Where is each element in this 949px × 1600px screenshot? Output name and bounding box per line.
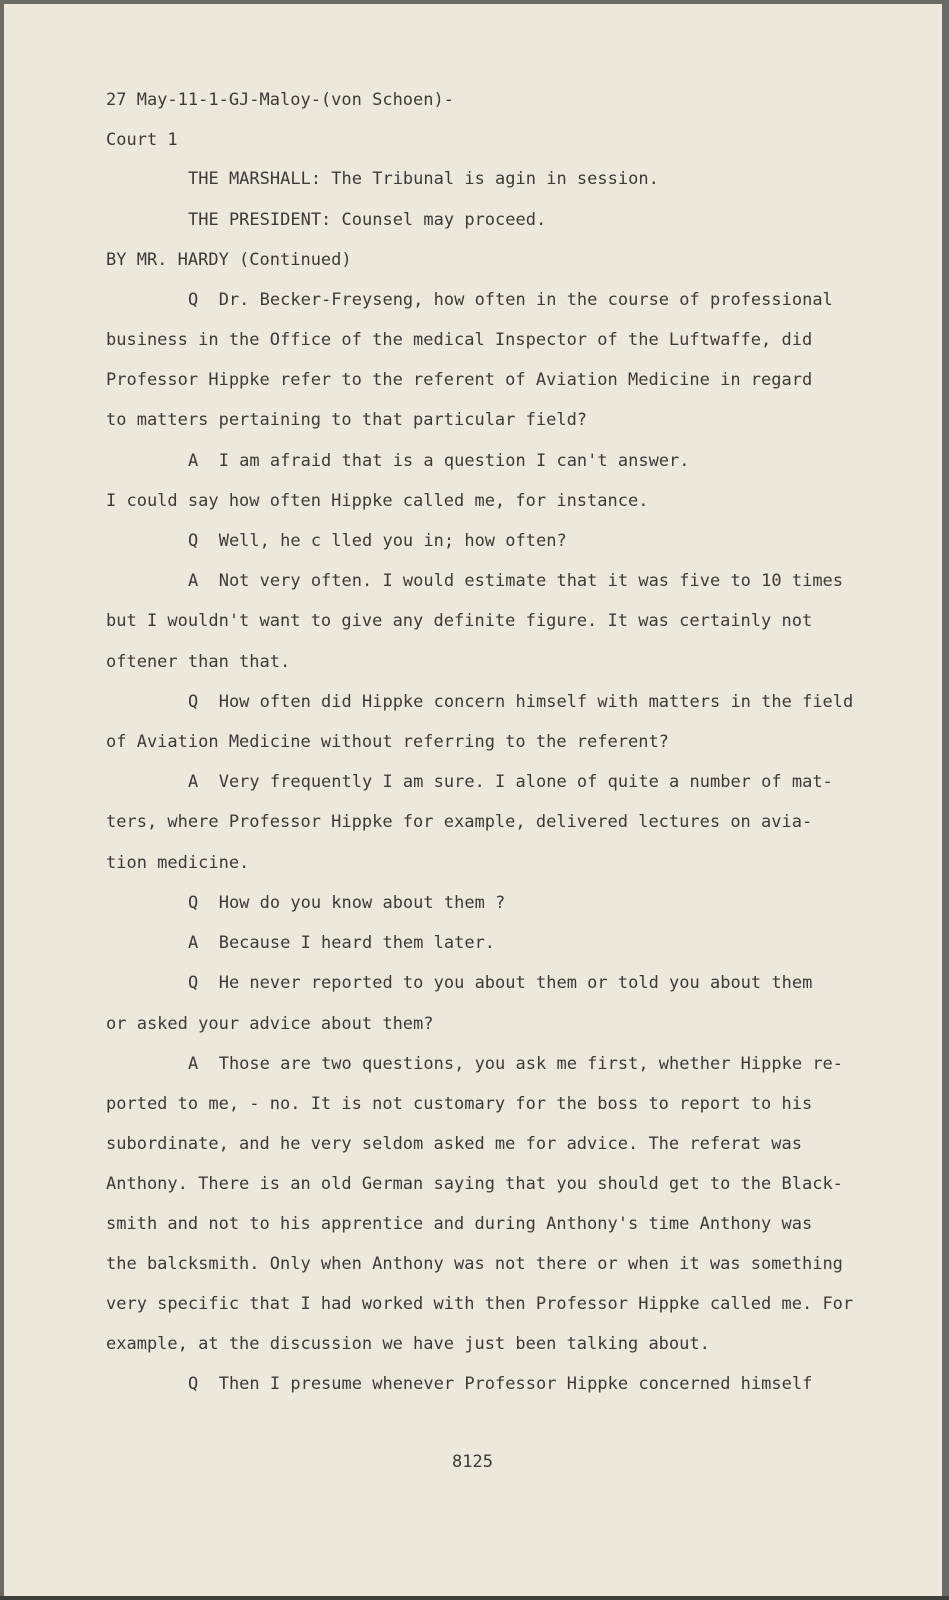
text-line: Q Well, he c lled you in; how often? — [188, 531, 567, 551]
bottom-edge — [0, 1596, 949, 1600]
text-line: the balcksmith. Only when Anthony was not there or when it was something — [106, 1254, 843, 1274]
text-line: business in the Office of the medical Inspector of the Luftwaffe, did — [106, 330, 813, 350]
text-line: A Those are two questions, you ask me first, whether Hippke re- — [188, 1054, 844, 1074]
court-line: Court 1 — [106, 130, 178, 150]
text-line: oftener than that. — [106, 652, 291, 672]
header-line: 27 May-11-1-GJ-Maloy-(von Schoen)- — [106, 90, 454, 110]
text-line: A Because I heard them later. — [188, 933, 496, 953]
text-line: of Aviation Medicine without referring to the referent? — [106, 732, 669, 752]
text-line: THE MARSHALL: The Tribunal is agin in session. — [188, 169, 659, 189]
text-line: very specific that I had worked with then Professor Hippke called me. For — [106, 1294, 854, 1314]
text-line: THE PRESIDENT: Counsel may proceed. — [188, 210, 547, 230]
document-page — [4, 4, 942, 1596]
text-line: example, at the discussion we have just been talking about. — [106, 1334, 710, 1354]
text-line: Q He never reported to you about them or told you about them — [188, 973, 813, 993]
text-line: I could say how often Hippke called me, for instance. — [106, 491, 649, 511]
text-line: BY MR. HARDY (Continued) — [106, 250, 352, 270]
page-number: 8125 — [452, 1452, 493, 1472]
text-line: Q Then I presume whenever Professor Hippke concerned himself — [188, 1374, 813, 1394]
text-line: to matters pertaining to that particular field? — [106, 410, 588, 430]
text-line: smith and not to his apprentice and during Anthony's time Anthony was — [106, 1214, 813, 1234]
text-line: A Not very often. I would estimate that it was five to 10 times — [188, 571, 844, 591]
text-line: tion medicine. — [106, 853, 250, 873]
text-line: Q How do you know about them ? — [188, 893, 506, 913]
text-line: ters, where Professor Hippke for example, delivered lectures on avia- — [106, 812, 813, 832]
text-line: ported to me, - no. It is not customary for the boss to report to his — [106, 1094, 813, 1114]
text-line: subordinate, and he very seldom asked me for advice. The referat was — [106, 1134, 802, 1154]
text-line: Professor Hippke refer to the referent of Aviation Medicine in regard — [106, 370, 813, 390]
text-line: A I am afraid that is a question I can't answer. — [188, 451, 690, 471]
text-line: but I wouldn't want to give any definite figure. It was certainly not — [106, 611, 813, 631]
text-line: Q How often did Hippke concern himself with matters in the field — [188, 692, 854, 712]
text-line: Anthony. There is an old German saying that you should get to the Black- — [106, 1174, 843, 1194]
text-line: A Very frequently I am sure. I alone of quite a number of mat- — [188, 772, 833, 792]
text-line: Q Dr. Becker-Freyseng, how often in the course of professional — [188, 290, 833, 310]
text-line: or asked your advice about them? — [106, 1014, 434, 1034]
